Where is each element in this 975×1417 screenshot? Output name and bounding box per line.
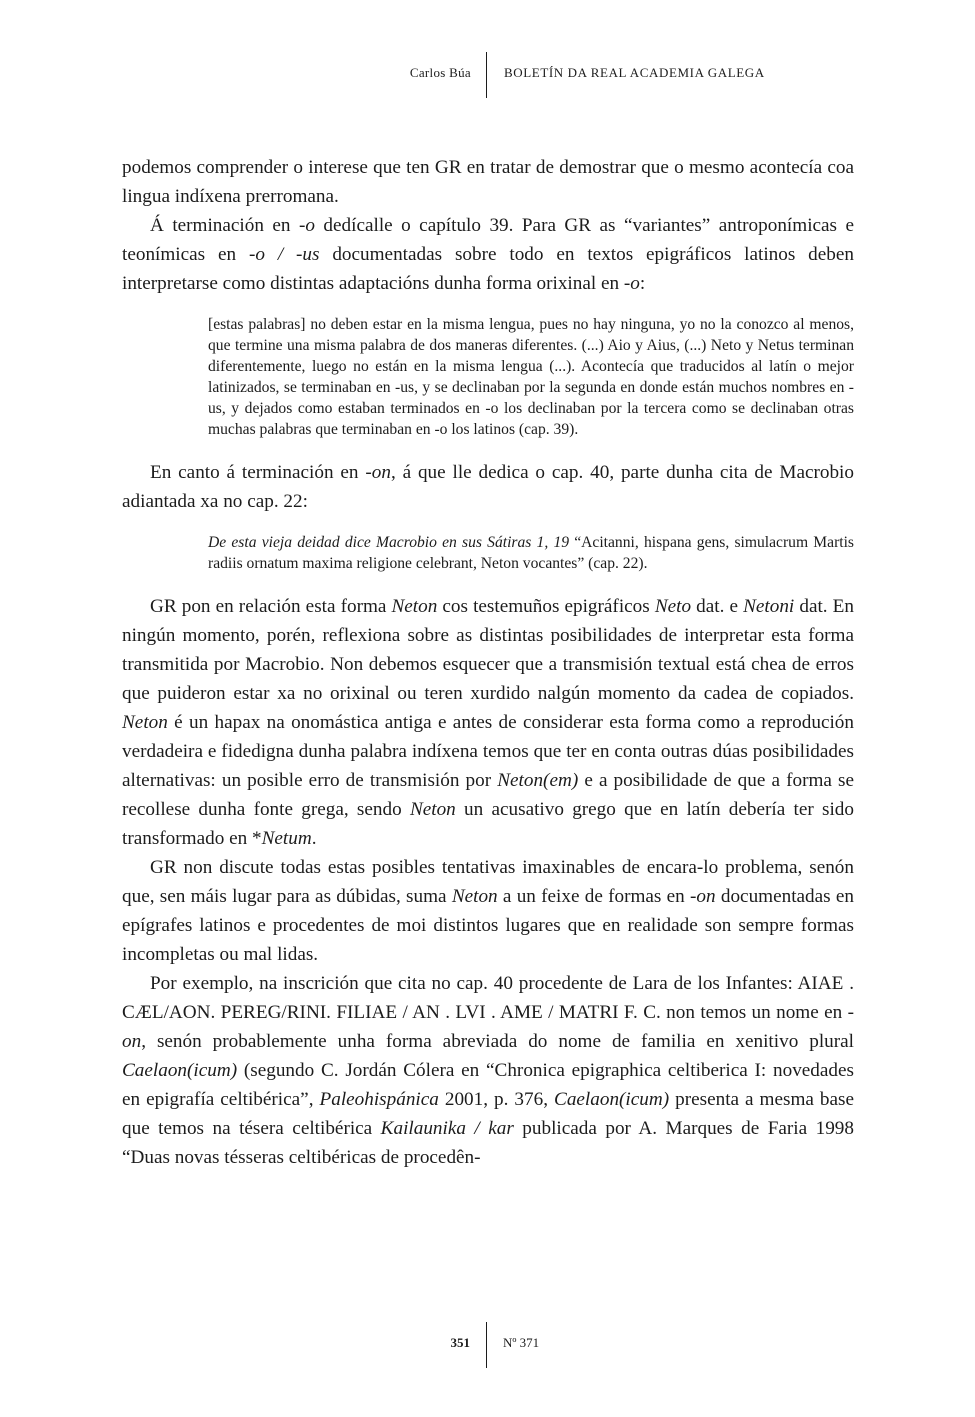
quote-text: De esta vieja deidad dice Macrobio en sus Sátiras 1, 19 “Acitanni, hispana gens, simulacrum Martis radiis ornatum maxima religione celebrant, Neton vocantes” (cap. 22). <box>208 534 854 572</box>
italic-term: -o <box>623 273 640 294</box>
paragraph-6: Por exemplo, na inscrición que cita no cap. 40 procedente de Lara de los Infantes: AIAE . CÆL/AON. PEREG/RINI. FILIAE / AN . LVI . AME / MATRI F. C. non temos un nome en -on, senón probablemente unha forma abreviada do nome de familia en xenitivo plural Caelaon(icum) (segundo C. Jordán Cólera en “Chronica epigraphica celtiberica I: novedades en epigrafía celtibérica”, Paleohispánica 2001, p. 376, Caelaon(icum) presenta a mesma base que temos na tésera celtibérica Kailaunika / kar publicada por A. Marques de Faria 1998 “Duas novas tésseras celtibéricas de procedên- <box>122 973 855 1168</box>
running-header <box>0 52 975 98</box>
italic-term: Neton <box>122 712 168 733</box>
block-quote-1 <box>208 314 854 440</box>
paragraph-5: GR non discute todas estas posibles tentativas imaxinables de encara-lo problema, senón que, sen máis lugar para as dúbidas, suma Neton a un feixe de formas en -on documentadas en epígrafes latinos e procedentes de moi distintos lugares que en realidade son sempre formas incompletas ou mal lidas. <box>122 857 854 965</box>
issue-number: Nº 371 <box>503 1335 540 1350</box>
italic-term: Neton <box>391 596 438 617</box>
italic-term: Neto <box>654 596 692 617</box>
header-divider <box>486 52 487 98</box>
italic-term: Caelaon(icum) <box>554 1089 670 1110</box>
italic-term: Kailaunika / kar <box>380 1118 514 1139</box>
page-number: 351 <box>450 1335 470 1350</box>
header-journal-title: BOLETÍN DA REAL ACADEMIA GALEGA <box>504 65 765 80</box>
page-footer <box>0 1322 975 1368</box>
italic-term: -on <box>365 462 391 483</box>
italic-term: Paleohispánica <box>319 1089 439 1110</box>
italic-term: De esta vieja deidad dice Macrobio en sus Sátiras 1, 19 <box>208 534 570 551</box>
paragraph-4: GR pon en relación esta forma Neton cos testemuños epigráficos Neto dat. e Netoni dat. En ningún momento, porén, reflexiona sobre as distintas posibilidades de interpretar esta forma transmitida por Macrobio. Non debemos esquecer que a transmisión textual está chea de erros que puideron estar xa no orixinal ou teren xurdido nalgún momento da cadea de copiados. Neton é un hapax na onomástica antiga e antes de considerar esta forma como a reprodución verdadeira e fidedigna dunha palabra indíxena temos que ter en conta outras dúas posibilidades alternativas: un posible erro de transmisión por Neton(em) e a posibilidade de que a forma se recollese dunha fonte grega, sendo Neton un acusativo grego que en latín debería ter sido transformado en *Netum. <box>122 596 854 849</box>
italic-term: Caelaon(icum) <box>122 1060 238 1081</box>
italic-term: -o / -us <box>248 244 320 265</box>
paragraph-2: Á terminación en -o dedícalle o capítulo 39. Para GR as “variantes” antroponímicas e teonímicas en -o / -us documentadas sobre todo en textos epigráficos latinos deben interpretarse como distintas adaptacións dunha forma orixinal en -o: <box>122 215 854 294</box>
italic-term: Netoni <box>743 596 795 617</box>
italic-term: Neton <box>409 799 456 820</box>
paragraph-3: En canto á terminación en -on, á que lle dedica o cap. 40, parte dunha cita de Macrobio adiantada xa no cap. 22: <box>122 462 854 512</box>
italic-term: Neton <box>451 886 498 907</box>
footer-divider <box>486 1322 487 1368</box>
italic-term: Netum <box>261 828 312 849</box>
header-author: Carlos Búa <box>409 65 471 80</box>
block-quote-2 <box>208 532 854 574</box>
italic-term: -on <box>122 1002 854 1052</box>
italic-term: -o <box>298 215 315 236</box>
italic-term: -on <box>690 886 716 907</box>
paragraph-1: podemos comprender o interese que ten GR en tratar de demostrar que o mesmo acontecía coa lingua indíxena prerromana. <box>122 157 854 207</box>
article-body <box>122 153 854 1172</box>
italic-term: Neton(em) <box>497 770 579 791</box>
quote-text: [estas palabras] no deben estar en la misma lengua, pues no hay ninguna, yo no la conozco al menos, que termine una misma palabra de dos maneras diferentes. (...) Aio y Aius, (...) Neto y Netus terminan diferentemente, luego no están en la misma lengua (...). Acontecía que traducidos al latín o mejor latinizados, se terminaban en -us, y se declinaban por la segunda en donde están muchos nombres en -us, y dejados como estaban terminados en -o los declinaban por la tercera como se declinaban otras muchas palabras que terminaban en -o los latinos (cap. 39). <box>208 316 854 438</box>
